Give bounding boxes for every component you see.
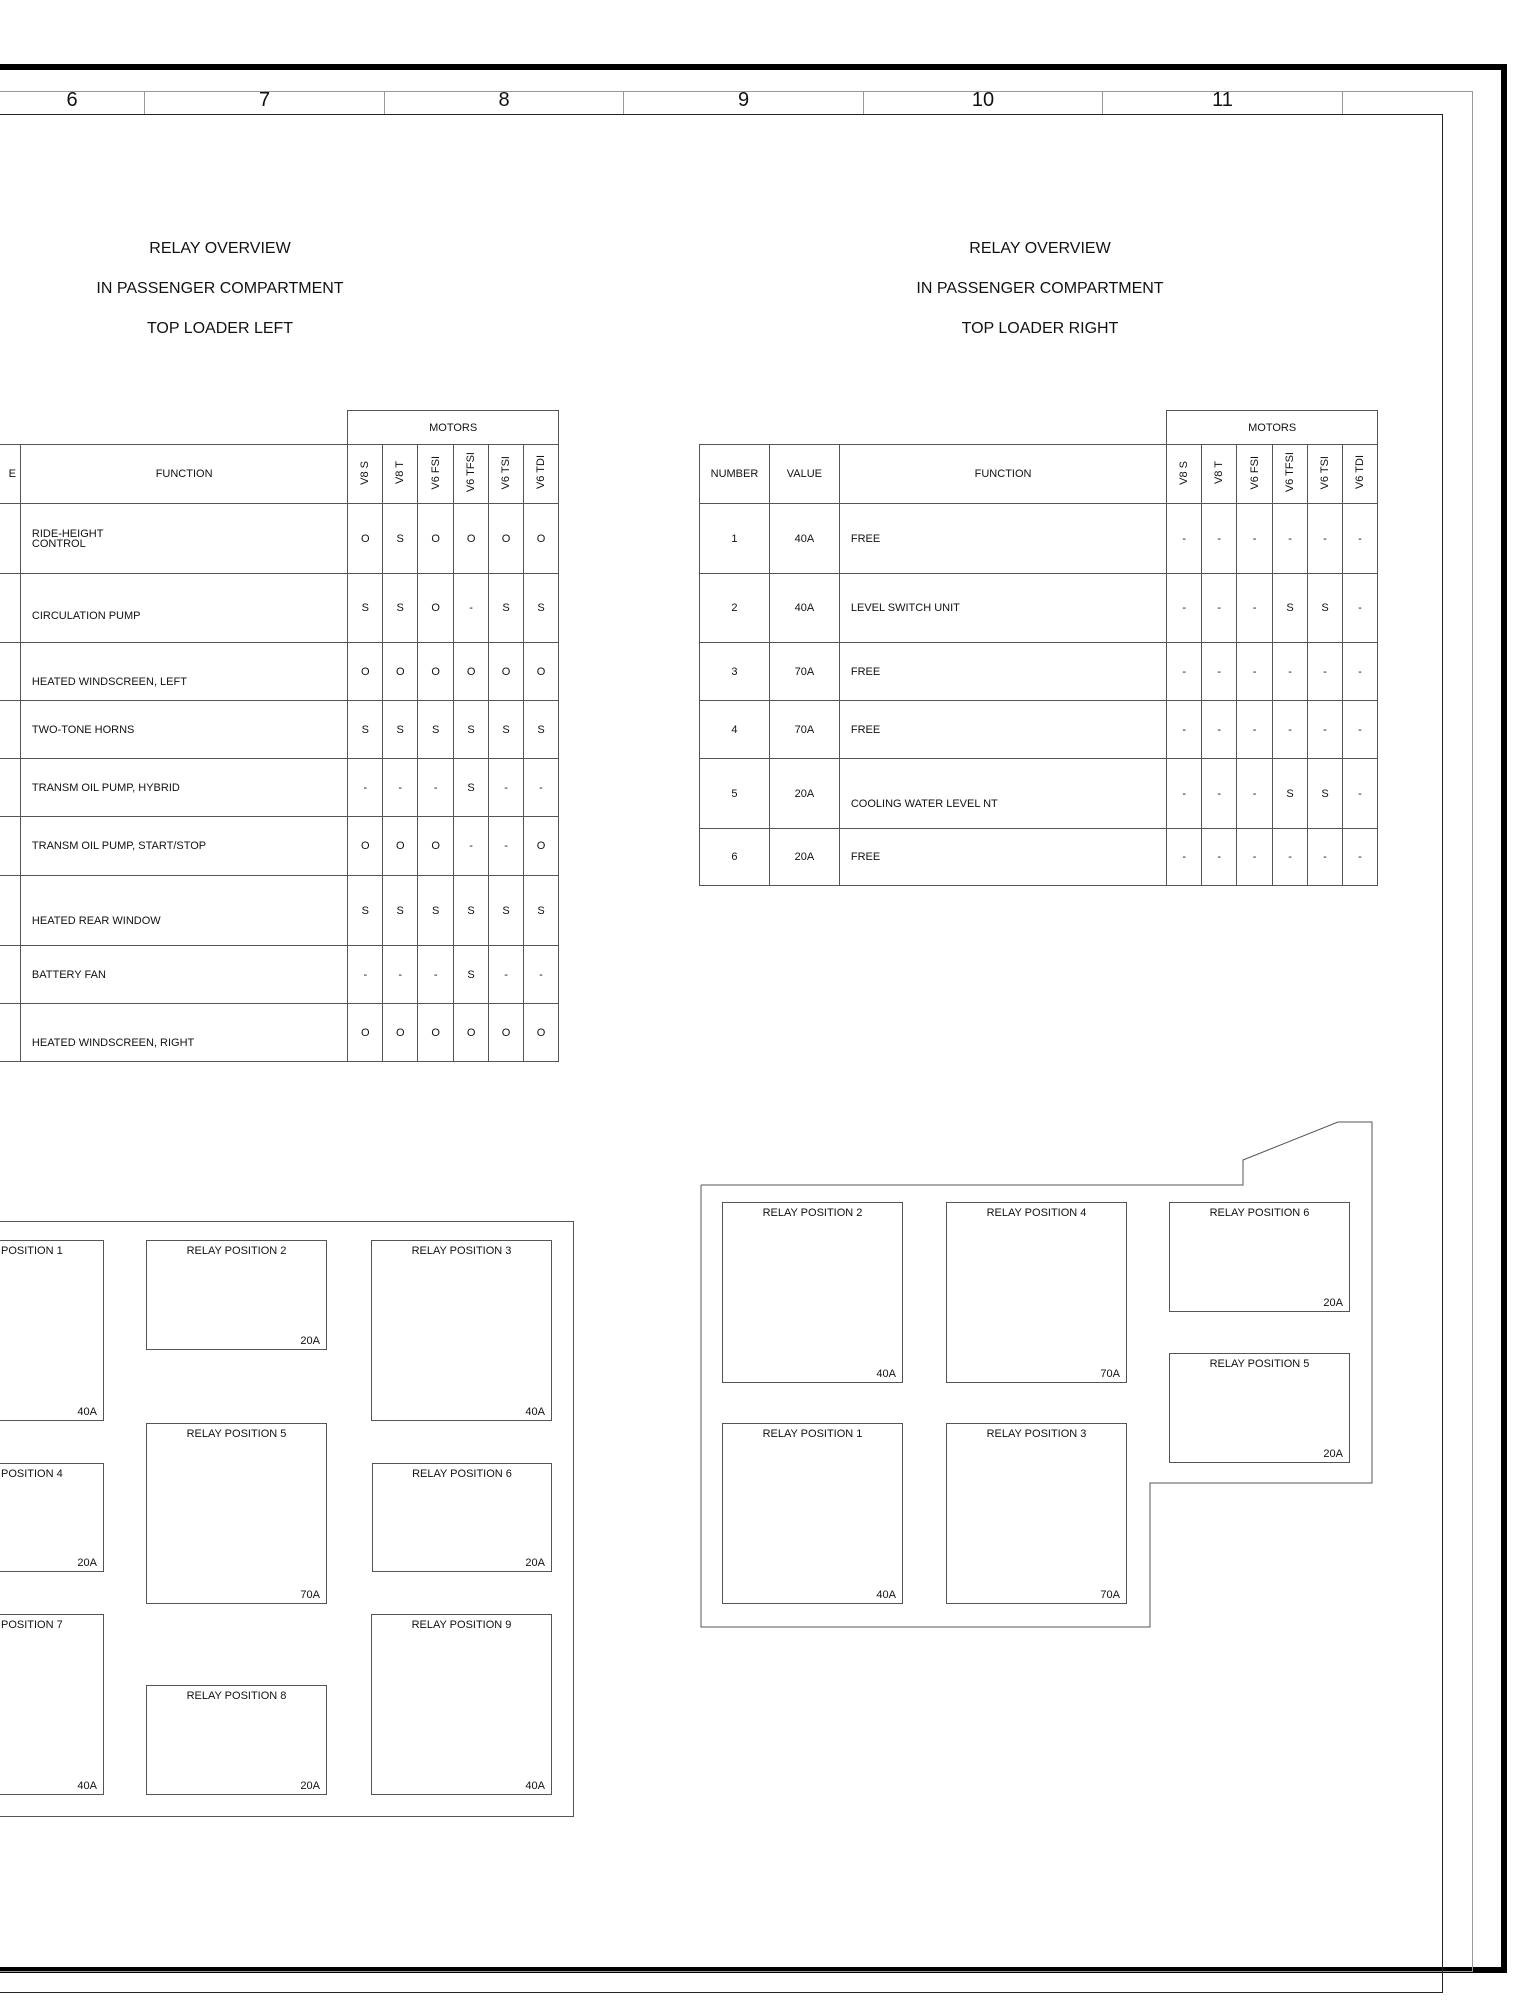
motor-col-header: V6 TFSI <box>1273 445 1308 504</box>
motor-cell: - <box>1342 504 1377 574</box>
motor-cell: - <box>454 817 489 876</box>
motor-col-header: V8 T <box>1202 445 1237 504</box>
motor-cell: - <box>1342 829 1377 886</box>
motor-cell: - <box>1202 829 1237 886</box>
motor-cell: O <box>524 1004 559 1062</box>
relay-amperage: 70A <box>1100 1368 1120 1380</box>
motor-cell: S <box>348 574 383 643</box>
motor-cell: O <box>418 504 454 574</box>
motor-cell: O <box>348 817 383 876</box>
motor-cell: S <box>383 701 418 759</box>
motor-cell: - <box>1237 504 1273 574</box>
motor-cell: - <box>1273 643 1308 701</box>
function-header: FUNCTION <box>20 445 347 504</box>
motor-cell: S <box>1273 759 1308 829</box>
function-cell: CONTROL <box>31 537 86 550</box>
relay-label: RELAY POSITION 9 <box>411 1619 512 1631</box>
motor-cell: - <box>418 946 454 1004</box>
function-cell: CIRCULATION PUMP <box>20 574 347 643</box>
motor-cell: S <box>489 701 524 759</box>
relay-label: RELAY POSITION 5 <box>1209 1358 1310 1370</box>
motor-cell: O <box>348 1004 383 1062</box>
function-cell: HEATED WINDSCREEN, LEFT <box>20 643 347 701</box>
relay-label: RELAY POSITION 6 <box>1209 1207 1310 1219</box>
right-title-line: IN PASSENGER COMPARTMENT <box>916 280 1164 297</box>
relay-box <box>1169 1353 1350 1463</box>
relay-amperage: 20A <box>525 1557 545 1569</box>
motor-cell: - <box>1237 643 1273 701</box>
motor-cell: S <box>489 574 524 643</box>
motor-cell: S <box>383 876 418 946</box>
relay-label: RELAY POSITION 3 <box>986 1428 1087 1440</box>
number-cell: 4 <box>700 701 770 759</box>
motor-cell: O <box>383 643 418 701</box>
motor-cell: - <box>1342 701 1377 759</box>
motor-cell: S <box>383 574 418 643</box>
motor-col-header: V6 TDI <box>524 445 559 504</box>
motor-cell: - <box>489 817 524 876</box>
function-cell: HEATED WINDSCREEN, RIGHT <box>20 1004 347 1062</box>
relay-label: RELAY POSITION 3 <box>411 1245 512 1257</box>
motor-cell: - <box>1202 574 1237 643</box>
function-cell: BATTERY FAN <box>20 946 347 1004</box>
motor-cell: O <box>489 504 524 574</box>
motor-cell: O <box>348 643 383 701</box>
motor-cell: O <box>418 817 454 876</box>
motor-cell: - <box>1273 504 1308 574</box>
relay-amperage: 70A <box>300 1589 320 1601</box>
column-number: 10 <box>864 91 1103 114</box>
value-cell: 70A <box>769 701 839 759</box>
motor-cell: S <box>1273 574 1308 643</box>
right-title-line: RELAY OVERVIEW <box>969 240 1111 257</box>
motor-cell: O <box>489 1004 524 1062</box>
motor-cell: O <box>524 817 559 876</box>
column-number: 8 <box>385 91 624 114</box>
relay-amperage: 40A <box>77 1406 97 1418</box>
value-cell: 20A <box>769 829 839 886</box>
motor-cell: - <box>1342 643 1377 701</box>
motor-cell: - <box>1237 701 1273 759</box>
relay-box <box>722 1423 903 1604</box>
motor-cell: - <box>1273 701 1308 759</box>
column-number: 6 <box>0 91 145 114</box>
number-cell: 2 <box>700 574 770 643</box>
relay-label: RELAY POSITION 2 <box>186 1245 287 1257</box>
motor-cell: - <box>348 946 383 1004</box>
number-cell: 6 <box>700 829 770 886</box>
relay-label: RELAY POSITION 6 <box>412 1468 512 1480</box>
motor-cell: S <box>454 876 489 946</box>
motor-cell: O <box>454 504 489 574</box>
relay-label: POSITION 1 <box>1 1245 63 1257</box>
motor-cell: O <box>454 643 489 701</box>
motor-cell: - <box>1202 759 1237 829</box>
motor-cell: - <box>1237 574 1273 643</box>
value-cell: 40A <box>769 504 839 574</box>
function-cell: HEATED REAR WINDOW <box>20 876 347 946</box>
motor-col-header: V6 TSI <box>489 445 524 504</box>
relay-label: POSITION 7 <box>1 1619 63 1631</box>
function-cell: LEVEL SWITCH UNIT <box>839 574 1166 643</box>
motor-col-header: V6 TSI <box>1308 445 1343 504</box>
function-cell: FREE <box>839 829 1166 886</box>
motor-cell: - <box>489 946 524 1004</box>
motor-cell: - <box>1202 643 1237 701</box>
left-title-line: TOP LOADER LEFT <box>146 320 294 337</box>
motor-cell: - <box>1202 504 1237 574</box>
motor-cell: S <box>489 876 524 946</box>
relay-amperage: 20A <box>77 1557 97 1569</box>
motor-cell: S <box>524 574 559 643</box>
motor-cell: S <box>383 504 418 574</box>
relay-amperage: 70A <box>1100 1589 1120 1601</box>
motor-cell: - <box>348 759 383 817</box>
motor-cell: S <box>1308 574 1343 643</box>
motor-cell: - <box>1308 829 1343 886</box>
value-cell: 40A <box>769 574 839 643</box>
motor-cell: - <box>524 946 559 1004</box>
motor-cell: O <box>383 817 418 876</box>
motor-col-header: V6 TDI <box>1342 445 1377 504</box>
motor-cell: - <box>1167 504 1202 574</box>
motor-cell: - <box>1237 759 1273 829</box>
motor-cell: O <box>418 643 454 701</box>
motor-cell: - <box>489 759 524 817</box>
motor-cell: - <box>1237 829 1273 886</box>
relay-amperage: 20A <box>300 1335 320 1347</box>
number-cell: 3 <box>700 643 770 701</box>
relay-amperage: 20A <box>1323 1448 1343 1460</box>
number-cell: 1 <box>700 504 770 574</box>
motor-cell: - <box>1273 829 1308 886</box>
relay-amperage: 20A <box>300 1780 320 1792</box>
motor-col-header: V8 S <box>1167 445 1202 504</box>
relay-amperage: 40A <box>77 1780 97 1792</box>
relay-box <box>722 1202 903 1383</box>
value-cell: 20A <box>769 759 839 829</box>
motor-cell: - <box>1308 643 1343 701</box>
column-number: 7 <box>145 91 385 114</box>
motor-cell: - <box>1202 701 1237 759</box>
right-title-line: TOP LOADER RIGHT <box>961 320 1119 337</box>
motors-header: MOTORS <box>348 411 559 445</box>
motor-cell: S <box>418 876 454 946</box>
motor-cell: - <box>418 759 454 817</box>
motor-cell: - <box>1167 574 1202 643</box>
relay-label: RELAY POSITION 4 <box>986 1207 1087 1219</box>
motor-col-header: V6 FSI <box>1237 445 1273 504</box>
number-cell: 5 <box>700 759 770 829</box>
relay-box <box>946 1423 1127 1604</box>
function-cell: TRANSM OIL PUMP, START/STOP <box>20 817 347 876</box>
motor-cell: O <box>383 1004 418 1062</box>
motor-cell: S <box>418 701 454 759</box>
relay-amperage: 40A <box>525 1780 545 1792</box>
relay-label: RELAY POSITION 2 <box>762 1207 863 1219</box>
motor-cell: - <box>1342 759 1377 829</box>
motors-header: MOTORS <box>1167 411 1378 445</box>
function-cell: FREE <box>839 643 1166 701</box>
motor-cell: - <box>1167 643 1202 701</box>
motor-cell: S <box>524 876 559 946</box>
left-title-line: IN PASSENGER COMPARTMENT <box>96 280 344 297</box>
relay-box <box>946 1202 1127 1383</box>
motor-cell: O <box>454 1004 489 1062</box>
relay-label: POSITION 4 <box>1 1468 63 1480</box>
function-header: FUNCTION <box>839 445 1166 504</box>
function-cell: RIDE-HEIGHT <box>31 527 104 540</box>
column-number: 9 <box>624 91 864 114</box>
function-cell: TWO-TONE HORNS <box>20 701 347 759</box>
function-cell: FREE <box>839 701 1166 759</box>
motor-cell: S <box>1308 759 1343 829</box>
motor-cell: O <box>524 504 559 574</box>
motor-cell: - <box>383 759 418 817</box>
motor-cell: S <box>454 759 489 817</box>
motor-cell: O <box>489 643 524 701</box>
motor-cell: S <box>454 701 489 759</box>
motor-cell: O <box>524 643 559 701</box>
motor-col-header: V8 T <box>383 445 418 504</box>
motor-cell: - <box>383 946 418 1004</box>
motor-cell: - <box>1308 504 1343 574</box>
value-header: E <box>0 445 20 504</box>
motor-cell: O <box>418 574 454 643</box>
left-title-line: RELAY OVERVIEW <box>149 240 291 257</box>
function-cell: TRANSM OIL PUMP, HYBRID <box>20 759 347 817</box>
motor-cell: S <box>524 701 559 759</box>
value-header: VALUE <box>769 445 839 504</box>
relay-amperage: 20A <box>1323 1297 1343 1309</box>
motor-cell: O <box>418 1004 454 1062</box>
column-number: 11 <box>1103 91 1343 114</box>
motor-cell: S <box>348 876 383 946</box>
motor-col-header: V6 TFSI <box>454 445 489 504</box>
motor-cell: O <box>348 504 383 574</box>
function-cell: COOLING WATER LEVEL NT <box>839 759 1166 829</box>
motor-cell: - <box>1308 701 1343 759</box>
motor-cell: - <box>1167 701 1202 759</box>
function-cell: FREE <box>839 504 1166 574</box>
motor-col-header: V6 FSI <box>418 445 454 504</box>
relay-box <box>1169 1202 1350 1312</box>
value-cell: 70A <box>769 643 839 701</box>
relay-label: RELAY POSITION 8 <box>186 1690 287 1702</box>
motor-cell: S <box>348 701 383 759</box>
relay-label: RELAY POSITION 1 <box>762 1428 863 1440</box>
motor-col-header: V8 S <box>348 445 383 504</box>
motor-cell: - <box>1167 829 1202 886</box>
motor-cell: - <box>454 574 489 643</box>
motor-cell: S <box>454 946 489 1004</box>
motor-cell: - <box>1342 574 1377 643</box>
relay-amperage: 40A <box>876 1368 896 1380</box>
relay-amperage: 40A <box>525 1406 545 1418</box>
motor-cell: - <box>524 759 559 817</box>
number-header: NUMBER <box>700 445 770 504</box>
motor-cell: - <box>1167 759 1202 829</box>
relay-label: RELAY POSITION 5 <box>186 1428 287 1440</box>
relay-amperage: 40A <box>876 1589 896 1601</box>
